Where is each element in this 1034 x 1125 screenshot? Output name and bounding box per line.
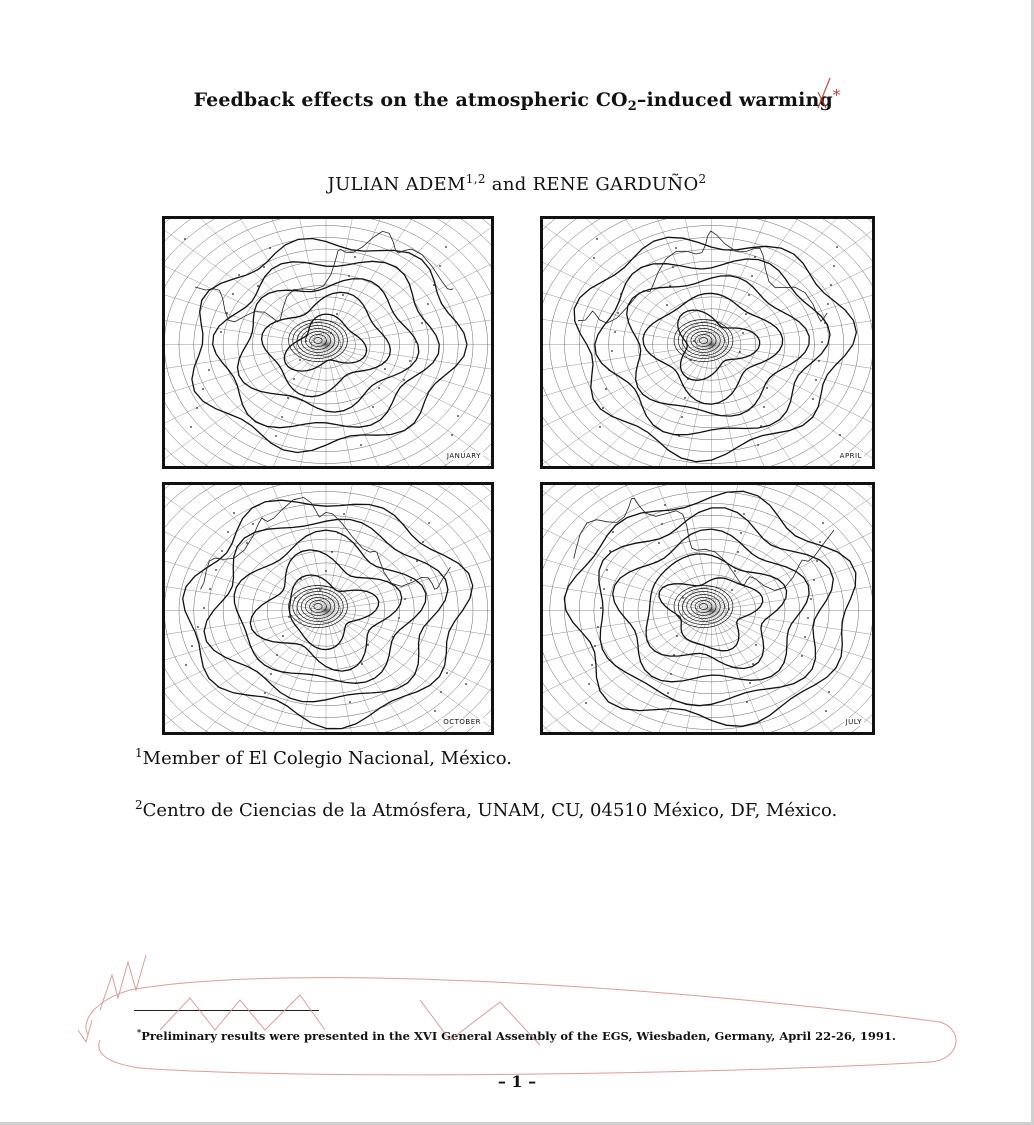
map-label-july: JULY bbox=[845, 718, 862, 726]
polar-map-july bbox=[543, 485, 872, 732]
affiliation-2-text: Centro de Ciencias de la Atmósfera, UNAM, CU, 04510 México, DF, México. bbox=[142, 800, 838, 821]
affiliation-1-text: Member of El Colegio Nacional, México. bbox=[142, 748, 512, 769]
map-label-january: JANUARY bbox=[446, 452, 481, 460]
footnote-marker: * bbox=[137, 1027, 142, 1037]
affiliation-2 bbox=[135, 798, 837, 821]
title-text-part2: –induced warming bbox=[636, 89, 833, 111]
author-conjunction: and bbox=[485, 174, 533, 195]
map-label-october: OCTOBER bbox=[443, 718, 481, 726]
polar-map-january bbox=[165, 219, 491, 466]
map-panel-april bbox=[540, 216, 875, 469]
map-label-april: APRIL bbox=[839, 452, 862, 460]
footnote bbox=[137, 1027, 896, 1043]
footnote-text: Preliminary results were presented in the XVI General Assembly of the EGS, Wiesbaden, Germany, April 22-26, 1991. bbox=[141, 1028, 896, 1043]
affiliation-1-marker: 1 bbox=[135, 746, 143, 760]
title-text-part1: Feedback effects on the atmospheric CO bbox=[193, 89, 628, 111]
map-panel-july bbox=[540, 482, 875, 735]
map-panel-october bbox=[162, 482, 494, 735]
footnote-rule bbox=[134, 1010, 319, 1011]
title-subscript: 2 bbox=[627, 99, 637, 114]
author-line bbox=[0, 172, 1034, 195]
paper-title bbox=[0, 86, 1034, 114]
affiliation-2-marker: 2 bbox=[135, 798, 143, 812]
affiliation-1 bbox=[135, 746, 512, 769]
author-2-affil: 2 bbox=[698, 172, 707, 186]
author-1-affil: 1,2 bbox=[465, 172, 486, 186]
author-2-name: RENE GARDUÑO bbox=[532, 174, 699, 195]
map-panel-january bbox=[162, 216, 494, 469]
author-1-name: JULIAN ADEM bbox=[327, 174, 466, 195]
title-footnote-mark: * bbox=[832, 86, 841, 104]
polar-map-april bbox=[543, 219, 872, 466]
polar-map-october bbox=[165, 485, 491, 732]
page-number: – 1 – bbox=[497, 1072, 537, 1091]
